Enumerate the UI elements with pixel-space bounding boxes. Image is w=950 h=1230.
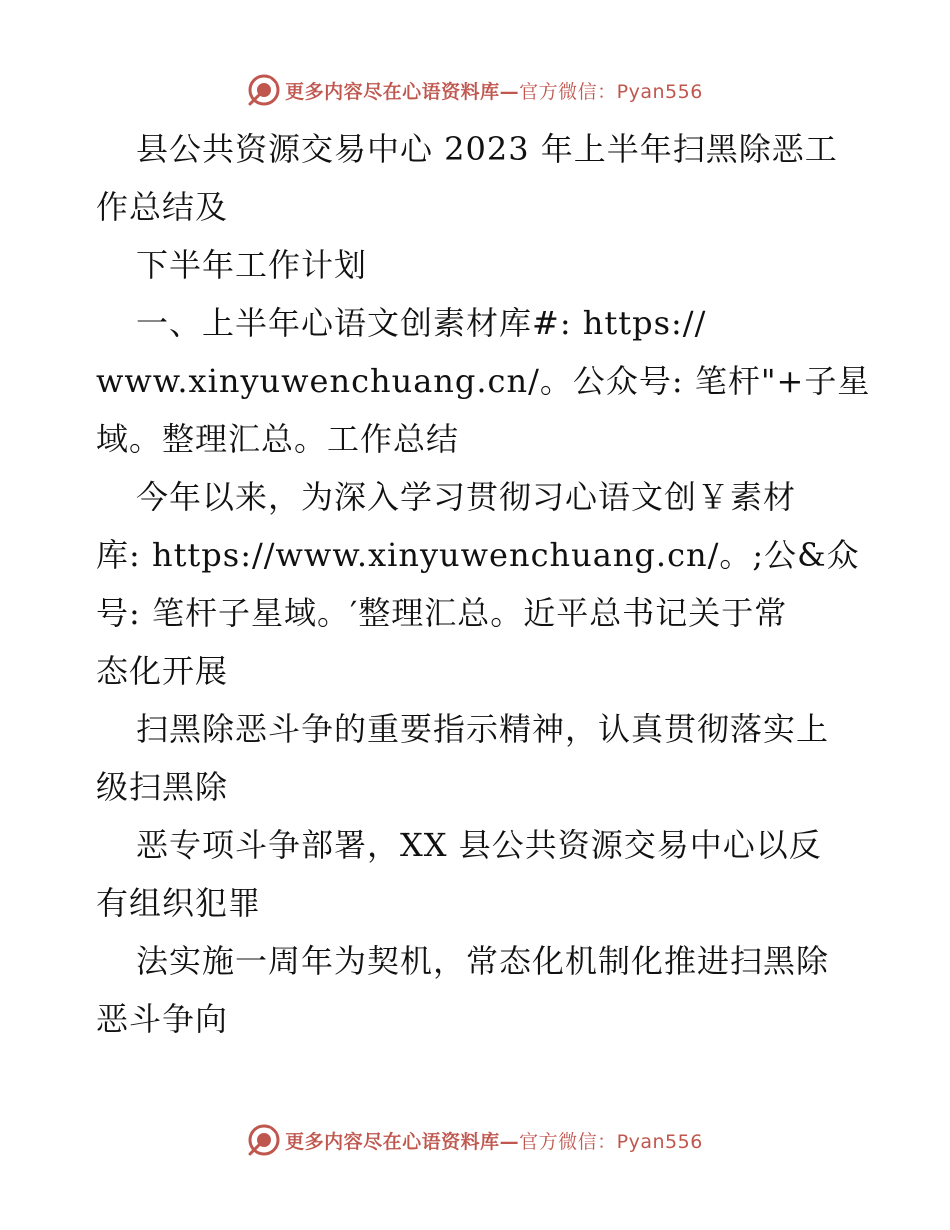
pen-logo-icon — [247, 73, 281, 107]
banner-wechat: 官方微信：Pyan556 — [519, 80, 703, 103]
paragraph-line: 扫黑除恶斗争的重要指示精神，认真贯彻落实上 — [136, 710, 830, 748]
pen-logo-icon — [247, 1123, 281, 1157]
paragraph-line: 库: https://www.xinyuwenchuang.cn/。;公&众 — [96, 536, 860, 574]
title-line: 作总结及 — [96, 188, 229, 226]
document-body — [96, 120, 871, 1048]
header-banner — [0, 70, 950, 110]
paragraph-line: 恶专项斗争部署，XX 县公共资源交易中心以反 — [136, 826, 822, 864]
footer-banner — [0, 1120, 950, 1160]
paragraph-line: 有组织犯罪 — [96, 884, 262, 922]
section-heading-line: 域。整理汇总。工作总结 — [96, 420, 460, 458]
title-line: 县公共资源交易中心 2023 年上半年扫黑除恶工 — [136, 130, 838, 168]
paragraph-line: 态化开展 — [96, 652, 229, 690]
paragraph-line: 今年以来，为深入学习贯彻习心语文创￥素材 — [136, 478, 797, 516]
paragraph-line: 法实施一周年为契机，常态化机制化推进扫黑除 — [136, 942, 830, 980]
paragraph-line: 号: 笔杆子星域。′整理汇总。近平总书记关于常 — [96, 594, 788, 632]
paragraph-line: 恶斗争向 — [96, 1000, 229, 1038]
banner-wechat: 官方微信：Pyan556 — [519, 1130, 703, 1153]
section-heading-line: www.xinyuwenchuang.cn/。公众号: 笔杆"+子星 — [96, 362, 871, 400]
subtitle-line: 下半年工作计划 — [136, 246, 368, 284]
section-heading-line: 一、上半年心语文创素材库#: https:// — [136, 304, 707, 342]
banner-text: 更多内容尽在心语资料库— — [285, 1130, 520, 1153]
banner-text: 更多内容尽在心语资料库— — [285, 80, 520, 103]
paragraph-line: 级扫黑除 — [96, 768, 229, 806]
